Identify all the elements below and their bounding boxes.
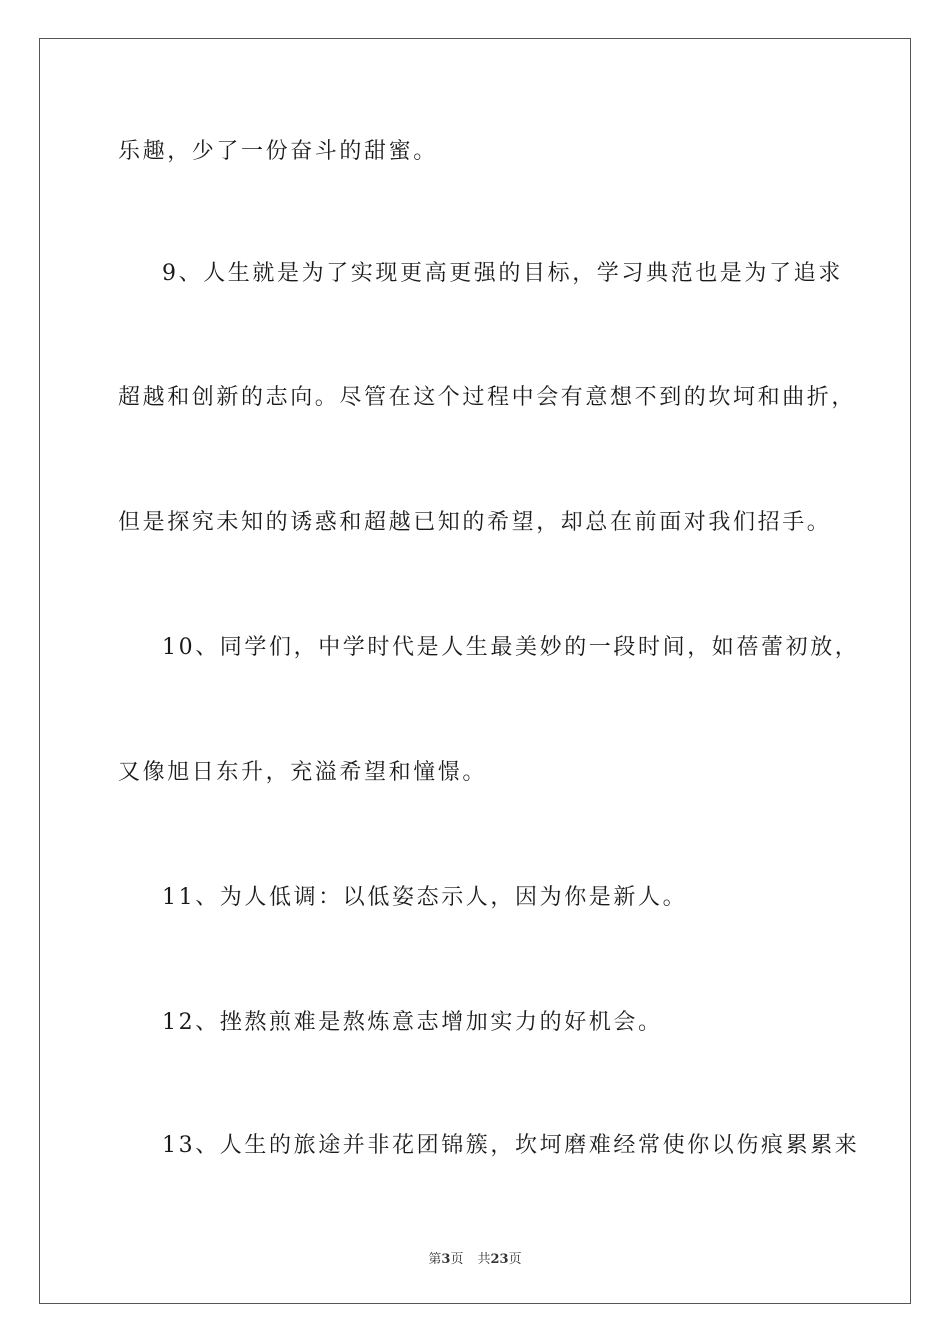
text-line-7: 11、为人低调：以低姿态示人，因为你是新人。 (162, 885, 688, 910)
text-line-9: 13、人生的旅途并非花团锦簇，坎坷磨难经常使你以伤痕累累来 (162, 1133, 860, 1158)
total-prefix: 共 (477, 1252, 491, 1267)
page-border (39, 38, 911, 1304)
text-line-3: 超越和创新的志向。尽管在这个过程中会有意想不到的坎坷和曲折， (118, 385, 857, 410)
total-suffix: 页 (508, 1252, 522, 1267)
text-line-4: 但是探究未知的诱惑和超越已知的希望，却总在前面对我们招手。 (118, 510, 832, 535)
text-line-2: 9、人生就是为了实现更高更强的目标，学习典范也是为了追求 (162, 261, 843, 286)
text-line-1: 乐趣，少了一份奋斗的甜蜜。 (118, 139, 438, 164)
page-number: 3 (441, 1252, 451, 1267)
page-prefix: 第 (428, 1252, 442, 1267)
page-footer (0, 1248, 950, 1267)
page-suffix: 页 (450, 1252, 464, 1267)
text-line-6: 又像旭日东升，充溢希望和憧憬。 (118, 760, 488, 785)
text-line-8: 12、挫熬煎难是熬炼意志增加实力的好机会。 (162, 1010, 663, 1035)
total-pages: 23 (490, 1252, 509, 1267)
text-line-5: 10、同学们，中学时代是人生最美妙的一段时间，如蓓蕾初放， (162, 635, 860, 660)
